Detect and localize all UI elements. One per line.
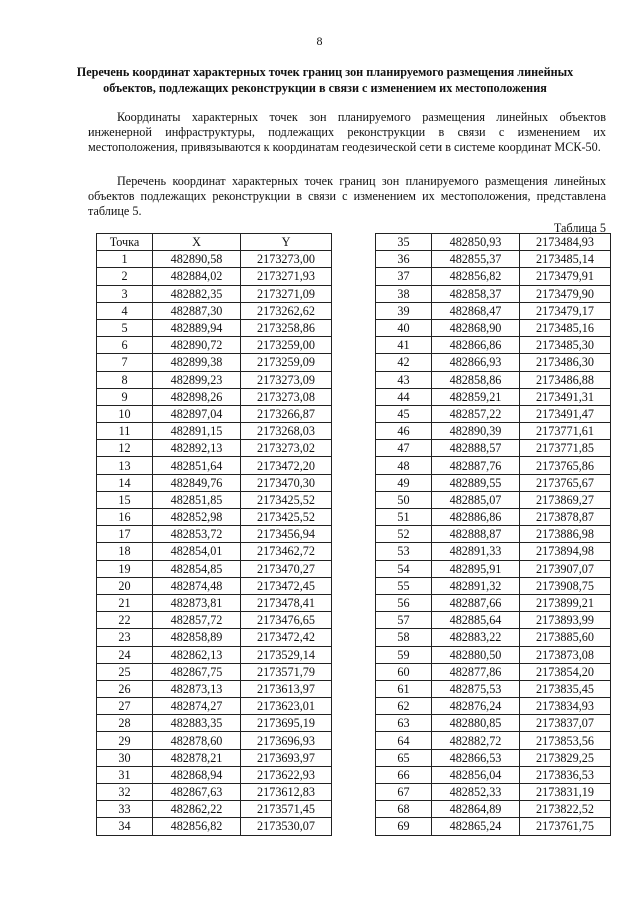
y-coordinate-cell: 2173886,98 xyxy=(520,526,611,543)
table-row xyxy=(97,509,332,526)
point-number-cell: 33 xyxy=(97,801,153,818)
point-number-cell: 12 xyxy=(97,440,153,457)
point-number-cell: 61 xyxy=(376,680,432,697)
point-number-cell: 44 xyxy=(376,388,432,405)
x-coordinate-cell: 482851,85 xyxy=(153,491,241,508)
y-coordinate-cell: 2173908,75 xyxy=(520,577,611,594)
table-row xyxy=(376,560,611,577)
table-row xyxy=(376,646,611,663)
point-number-cell: 15 xyxy=(97,491,153,508)
y-coordinate-cell: 2173530,07 xyxy=(241,818,332,835)
y-coordinate-cell: 2173259,09 xyxy=(241,354,332,371)
table-row xyxy=(376,457,611,474)
x-coordinate-cell: 482887,76 xyxy=(432,457,520,474)
table-row xyxy=(376,354,611,371)
x-coordinate-cell: 482889,55 xyxy=(432,474,520,491)
table-row xyxy=(97,423,332,440)
point-number-cell: 25 xyxy=(97,663,153,680)
point-number-cell: 59 xyxy=(376,646,432,663)
x-coordinate-cell: 482895,91 xyxy=(432,560,520,577)
x-coordinate-cell: 482888,87 xyxy=(432,526,520,543)
x-coordinate-cell: 482897,04 xyxy=(153,405,241,422)
x-coordinate-cell: 482884,02 xyxy=(153,268,241,285)
y-coordinate-cell: 2173765,86 xyxy=(520,457,611,474)
table-row xyxy=(97,268,332,285)
point-number-cell: 28 xyxy=(97,715,153,732)
point-number-cell: 16 xyxy=(97,509,153,526)
y-coordinate-cell: 2173476,65 xyxy=(241,612,332,629)
table-row xyxy=(97,337,332,354)
x-coordinate-cell: 482880,85 xyxy=(432,715,520,732)
point-number-cell: 3 xyxy=(97,285,153,302)
y-coordinate-cell: 2173491,47 xyxy=(520,405,611,422)
table-row xyxy=(376,302,611,319)
x-coordinate-cell: 482866,53 xyxy=(432,749,520,766)
y-coordinate-cell: 2173873,08 xyxy=(520,646,611,663)
x-coordinate-cell: 482899,23 xyxy=(153,371,241,388)
x-coordinate-cell: 482890,58 xyxy=(153,251,241,268)
table-header-row xyxy=(97,234,332,251)
point-number-cell: 2 xyxy=(97,268,153,285)
table-row xyxy=(97,371,332,388)
point-number-cell: 36 xyxy=(376,251,432,268)
point-number-cell: 58 xyxy=(376,629,432,646)
y-coordinate-cell: 2173612,83 xyxy=(241,784,332,801)
table-row xyxy=(376,509,611,526)
x-coordinate-cell: 482888,57 xyxy=(432,440,520,457)
y-coordinate-cell: 2173834,93 xyxy=(520,698,611,715)
table-row xyxy=(97,577,332,594)
table-row xyxy=(97,715,332,732)
y-coordinate-cell: 2173425,52 xyxy=(241,509,332,526)
x-coordinate-cell: 482889,94 xyxy=(153,319,241,336)
x-coordinate-cell: 482852,98 xyxy=(153,509,241,526)
table-row xyxy=(376,663,611,680)
table-row xyxy=(97,285,332,302)
header-point: Точка xyxy=(97,234,153,251)
y-coordinate-cell: 2173485,14 xyxy=(520,251,611,268)
y-coordinate-cell: 2173822,52 xyxy=(520,801,611,818)
x-coordinate-cell: 482873,13 xyxy=(153,680,241,697)
header-x: X xyxy=(153,234,241,251)
table-row xyxy=(376,715,611,732)
point-number-cell: 20 xyxy=(97,577,153,594)
point-number-cell: 35 xyxy=(376,234,432,251)
table-row xyxy=(97,405,332,422)
point-number-cell: 45 xyxy=(376,405,432,422)
x-coordinate-cell: 482868,47 xyxy=(432,302,520,319)
x-coordinate-cell: 482852,33 xyxy=(432,784,520,801)
point-number-cell: 17 xyxy=(97,526,153,543)
y-coordinate-cell: 2173479,91 xyxy=(520,268,611,285)
x-coordinate-cell: 482864,89 xyxy=(432,801,520,818)
y-coordinate-cell: 2173478,41 xyxy=(241,594,332,611)
x-coordinate-cell: 482891,15 xyxy=(153,423,241,440)
y-coordinate-cell: 2173491,31 xyxy=(520,388,611,405)
table-row xyxy=(376,766,611,783)
x-coordinate-cell: 482899,38 xyxy=(153,354,241,371)
table-row xyxy=(97,319,332,336)
x-coordinate-cell: 482859,21 xyxy=(432,388,520,405)
y-coordinate-cell: 2173622,93 xyxy=(241,766,332,783)
point-number-cell: 62 xyxy=(376,698,432,715)
x-coordinate-cell: 482858,37 xyxy=(432,285,520,302)
y-coordinate-cell: 2173425,52 xyxy=(241,491,332,508)
x-coordinate-cell: 482874,48 xyxy=(153,577,241,594)
x-coordinate-cell: 482856,04 xyxy=(432,766,520,783)
point-number-cell: 50 xyxy=(376,491,432,508)
x-coordinate-cell: 482891,32 xyxy=(432,577,520,594)
y-coordinate-cell: 2173470,30 xyxy=(241,474,332,491)
y-coordinate-cell: 2173470,27 xyxy=(241,560,332,577)
x-coordinate-cell: 482856,82 xyxy=(153,818,241,835)
table-row xyxy=(376,371,611,388)
y-coordinate-cell: 2173696,93 xyxy=(241,732,332,749)
y-coordinate-cell: 2173273,09 xyxy=(241,371,332,388)
table-row xyxy=(376,784,611,801)
point-number-cell: 22 xyxy=(97,612,153,629)
y-coordinate-cell: 2173472,20 xyxy=(241,457,332,474)
x-coordinate-cell: 482887,30 xyxy=(153,302,241,319)
table-row xyxy=(97,818,332,835)
x-coordinate-cell: 482882,35 xyxy=(153,285,241,302)
x-coordinate-cell: 482886,86 xyxy=(432,509,520,526)
point-number-cell: 54 xyxy=(376,560,432,577)
x-coordinate-cell: 482851,64 xyxy=(153,457,241,474)
point-number-cell: 1 xyxy=(97,251,153,268)
point-number-cell: 6 xyxy=(97,337,153,354)
point-number-cell: 64 xyxy=(376,732,432,749)
point-number-cell: 63 xyxy=(376,715,432,732)
page-number: 8 xyxy=(316,34,323,48)
table-row xyxy=(97,491,332,508)
table-row xyxy=(376,251,611,268)
x-coordinate-cell: 482890,39 xyxy=(432,423,520,440)
point-number-cell: 38 xyxy=(376,285,432,302)
document-heading: Перечень координат характерных точек границ зон планируемого размещения линейных объектов, подлежащих реконструкции в связи с изменением их местоположения xyxy=(76,65,574,95)
table-row xyxy=(376,440,611,457)
point-number-cell: 34 xyxy=(97,818,153,835)
x-coordinate-cell: 482849,76 xyxy=(153,474,241,491)
table-row xyxy=(97,354,332,371)
table-row xyxy=(97,388,332,405)
point-number-cell: 7 xyxy=(97,354,153,371)
x-coordinate-cell: 482882,72 xyxy=(432,732,520,749)
y-coordinate-cell: 2173829,25 xyxy=(520,749,611,766)
y-coordinate-cell: 2173854,20 xyxy=(520,663,611,680)
x-coordinate-cell: 482898,26 xyxy=(153,388,241,405)
table-row xyxy=(97,560,332,577)
table-row xyxy=(376,818,611,835)
table-row xyxy=(97,543,332,560)
table-row xyxy=(376,491,611,508)
y-coordinate-cell: 2173266,87 xyxy=(241,405,332,422)
point-number-cell: 4 xyxy=(97,302,153,319)
x-coordinate-cell: 482866,86 xyxy=(432,337,520,354)
y-coordinate-cell: 2173899,21 xyxy=(520,594,611,611)
x-coordinate-cell: 482883,22 xyxy=(432,629,520,646)
y-coordinate-cell: 2173479,90 xyxy=(520,285,611,302)
table-row xyxy=(376,612,611,629)
point-number-cell: 31 xyxy=(97,766,153,783)
table-row xyxy=(97,440,332,457)
point-number-cell: 57 xyxy=(376,612,432,629)
x-coordinate-cell: 482850,93 xyxy=(432,234,520,251)
point-number-cell: 40 xyxy=(376,319,432,336)
table-row xyxy=(97,629,332,646)
table-row xyxy=(97,801,332,818)
point-number-cell: 66 xyxy=(376,766,432,783)
x-coordinate-cell: 482890,72 xyxy=(153,337,241,354)
x-coordinate-cell: 482885,64 xyxy=(432,612,520,629)
point-number-cell: 21 xyxy=(97,594,153,611)
x-coordinate-cell: 482878,60 xyxy=(153,732,241,749)
y-coordinate-cell: 2173571,45 xyxy=(241,801,332,818)
x-coordinate-cell: 482866,93 xyxy=(432,354,520,371)
y-coordinate-cell: 2173268,03 xyxy=(241,423,332,440)
table-row xyxy=(376,405,611,422)
table-row xyxy=(376,423,611,440)
table-row xyxy=(97,526,332,543)
y-coordinate-cell: 2173273,00 xyxy=(241,251,332,268)
table-row xyxy=(376,698,611,715)
point-number-cell: 65 xyxy=(376,749,432,766)
table-row xyxy=(376,749,611,766)
table-caption: Таблица 5 xyxy=(553,221,606,235)
table-row xyxy=(376,543,611,560)
point-number-cell: 60 xyxy=(376,663,432,680)
y-coordinate-cell: 2173485,30 xyxy=(520,337,611,354)
point-number-cell: 23 xyxy=(97,629,153,646)
point-number-cell: 52 xyxy=(376,526,432,543)
table-row xyxy=(97,749,332,766)
point-number-cell: 43 xyxy=(376,371,432,388)
y-coordinate-cell: 2173837,07 xyxy=(520,715,611,732)
table-row xyxy=(97,302,332,319)
y-coordinate-cell: 2173259,00 xyxy=(241,337,332,354)
point-number-cell: 26 xyxy=(97,680,153,697)
y-coordinate-cell: 2173771,85 xyxy=(520,440,611,457)
x-coordinate-cell: 482865,24 xyxy=(432,818,520,835)
x-coordinate-cell: 482880,50 xyxy=(432,646,520,663)
x-coordinate-cell: 482858,86 xyxy=(432,371,520,388)
x-coordinate-cell: 482858,89 xyxy=(153,629,241,646)
point-number-cell: 30 xyxy=(97,749,153,766)
table-row xyxy=(376,234,611,251)
y-coordinate-cell: 2173693,97 xyxy=(241,749,332,766)
y-coordinate-cell: 2173771,61 xyxy=(520,423,611,440)
table-row xyxy=(97,474,332,491)
table-row xyxy=(376,268,611,285)
x-coordinate-cell: 482891,33 xyxy=(432,543,520,560)
table-row xyxy=(97,732,332,749)
y-coordinate-cell: 2173853,56 xyxy=(520,732,611,749)
y-coordinate-cell: 2173485,16 xyxy=(520,319,611,336)
point-number-cell: 19 xyxy=(97,560,153,577)
table-row xyxy=(376,594,611,611)
table-row xyxy=(376,577,611,594)
point-number-cell: 14 xyxy=(97,474,153,491)
y-coordinate-cell: 2173486,30 xyxy=(520,354,611,371)
y-coordinate-cell: 2173479,17 xyxy=(520,302,611,319)
point-number-cell: 10 xyxy=(97,405,153,422)
x-coordinate-cell: 482875,53 xyxy=(432,680,520,697)
y-coordinate-cell: 2173472,42 xyxy=(241,629,332,646)
y-coordinate-cell: 2173258,86 xyxy=(241,319,332,336)
table-row xyxy=(376,680,611,697)
x-coordinate-cell: 482857,72 xyxy=(153,612,241,629)
point-number-cell: 32 xyxy=(97,784,153,801)
y-coordinate-cell: 2173472,45 xyxy=(241,577,332,594)
y-coordinate-cell: 2173273,08 xyxy=(241,388,332,405)
point-number-cell: 24 xyxy=(97,646,153,663)
paragraph-coordinates-intro: Координаты характерных точек зон планируемого размещения линейных объектов инженерной инфраструктуры, подлежащих реконструкции в связи с изменением их местоположения, привязываются к координатам геодезической сети в системе координат МСК-50. xyxy=(88,110,606,154)
point-number-cell: 5 xyxy=(97,319,153,336)
point-number-cell: 42 xyxy=(376,354,432,371)
table-row xyxy=(376,526,611,543)
x-coordinate-cell: 482868,90 xyxy=(432,319,520,336)
x-coordinate-cell: 482876,24 xyxy=(432,698,520,715)
x-coordinate-cell: 482862,22 xyxy=(153,801,241,818)
point-number-cell: 18 xyxy=(97,543,153,560)
point-number-cell: 49 xyxy=(376,474,432,491)
table-row xyxy=(97,594,332,611)
y-coordinate-cell: 2173462,72 xyxy=(241,543,332,560)
x-coordinate-cell: 482862,13 xyxy=(153,646,241,663)
point-number-cell: 27 xyxy=(97,698,153,715)
x-coordinate-cell: 482885,07 xyxy=(432,491,520,508)
x-coordinate-cell: 482874,27 xyxy=(153,698,241,715)
coordinates-table-right xyxy=(375,233,611,836)
coordinates-table-left xyxy=(96,233,332,836)
point-number-cell: 13 xyxy=(97,457,153,474)
y-coordinate-cell: 2173486,88 xyxy=(520,371,611,388)
header-y: Y xyxy=(241,234,332,251)
x-coordinate-cell: 482853,72 xyxy=(153,526,241,543)
y-coordinate-cell: 2173907,07 xyxy=(520,560,611,577)
point-number-cell: 11 xyxy=(97,423,153,440)
point-number-cell: 46 xyxy=(376,423,432,440)
table-row xyxy=(376,285,611,302)
x-coordinate-cell: 482854,01 xyxy=(153,543,241,560)
point-number-cell: 48 xyxy=(376,457,432,474)
x-coordinate-cell: 482857,22 xyxy=(432,405,520,422)
y-coordinate-cell: 2173831,19 xyxy=(520,784,611,801)
point-number-cell: 56 xyxy=(376,594,432,611)
paragraph-table-reference: Перечень координат характерных точек границ зон планируемого размещения линейных объектов подлежащих реконструкции в связи с изменением их местоположения, представлена таблице 5. xyxy=(88,174,606,218)
table-row xyxy=(97,766,332,783)
point-number-cell: 37 xyxy=(376,268,432,285)
y-coordinate-cell: 2173271,09 xyxy=(241,285,332,302)
table-row xyxy=(97,680,332,697)
table-row xyxy=(97,663,332,680)
y-coordinate-cell: 2173869,27 xyxy=(520,491,611,508)
point-number-cell: 8 xyxy=(97,371,153,388)
x-coordinate-cell: 482887,66 xyxy=(432,594,520,611)
table-row xyxy=(97,698,332,715)
y-coordinate-cell: 2173835,45 xyxy=(520,680,611,697)
y-coordinate-cell: 2173623,01 xyxy=(241,698,332,715)
x-coordinate-cell: 482883,35 xyxy=(153,715,241,732)
table-row xyxy=(97,646,332,663)
x-coordinate-cell: 482877,86 xyxy=(432,663,520,680)
y-coordinate-cell: 2173885,60 xyxy=(520,629,611,646)
y-coordinate-cell: 2173893,99 xyxy=(520,612,611,629)
x-coordinate-cell: 482856,82 xyxy=(432,268,520,285)
point-number-cell: 29 xyxy=(97,732,153,749)
point-number-cell: 55 xyxy=(376,577,432,594)
y-coordinate-cell: 2173456,94 xyxy=(241,526,332,543)
table-row xyxy=(97,457,332,474)
point-number-cell: 69 xyxy=(376,818,432,835)
y-coordinate-cell: 2173571,79 xyxy=(241,663,332,680)
point-number-cell: 41 xyxy=(376,337,432,354)
y-coordinate-cell: 2173484,93 xyxy=(520,234,611,251)
y-coordinate-cell: 2173273,02 xyxy=(241,440,332,457)
point-number-cell: 39 xyxy=(376,302,432,319)
x-coordinate-cell: 482878,21 xyxy=(153,749,241,766)
point-number-cell: 67 xyxy=(376,784,432,801)
y-coordinate-cell: 2173878,87 xyxy=(520,509,611,526)
y-coordinate-cell: 2173894,98 xyxy=(520,543,611,560)
y-coordinate-cell: 2173529,14 xyxy=(241,646,332,663)
point-number-cell: 47 xyxy=(376,440,432,457)
table-row xyxy=(97,251,332,268)
point-number-cell: 53 xyxy=(376,543,432,560)
y-coordinate-cell: 2173765,67 xyxy=(520,474,611,491)
x-coordinate-cell: 482873,81 xyxy=(153,594,241,611)
table-row xyxy=(376,337,611,354)
x-coordinate-cell: 482867,63 xyxy=(153,784,241,801)
table-row xyxy=(376,732,611,749)
point-number-cell: 9 xyxy=(97,388,153,405)
y-coordinate-cell: 2173613,97 xyxy=(241,680,332,697)
x-coordinate-cell: 482892,13 xyxy=(153,440,241,457)
y-coordinate-cell: 2173695,19 xyxy=(241,715,332,732)
y-coordinate-cell: 2173262,62 xyxy=(241,302,332,319)
point-number-cell: 51 xyxy=(376,509,432,526)
point-number-cell: 68 xyxy=(376,801,432,818)
y-coordinate-cell: 2173761,75 xyxy=(520,818,611,835)
x-coordinate-cell: 482854,85 xyxy=(153,560,241,577)
x-coordinate-cell: 482868,94 xyxy=(153,766,241,783)
y-coordinate-cell: 2173271,93 xyxy=(241,268,332,285)
x-coordinate-cell: 482867,75 xyxy=(153,663,241,680)
x-coordinate-cell: 482855,37 xyxy=(432,251,520,268)
table-row xyxy=(376,801,611,818)
table-row xyxy=(376,629,611,646)
table-row xyxy=(376,474,611,491)
table-row xyxy=(97,784,332,801)
table-row xyxy=(376,319,611,336)
table-row xyxy=(97,612,332,629)
table-row xyxy=(376,388,611,405)
y-coordinate-cell: 2173836,53 xyxy=(520,766,611,783)
